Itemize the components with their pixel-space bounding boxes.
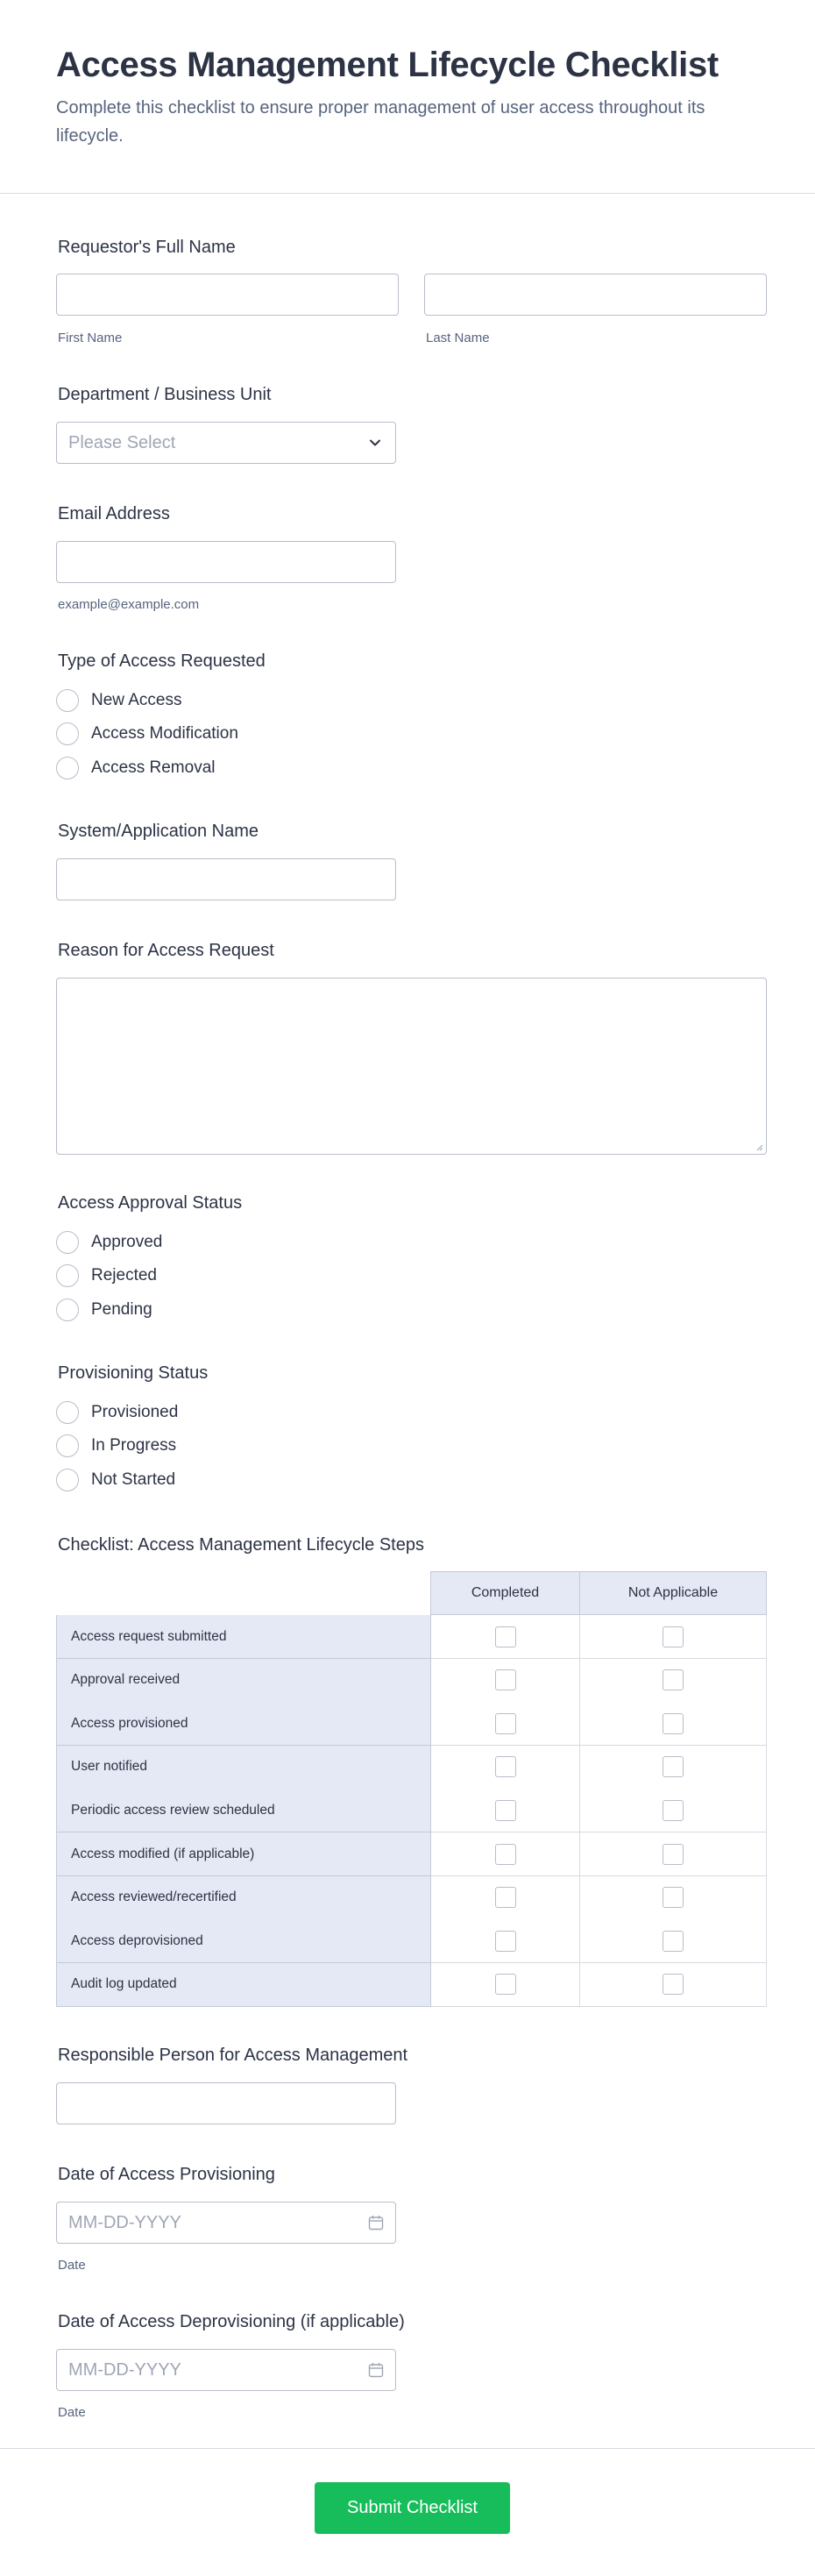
deprovision-date-input[interactable]: [56, 2349, 396, 2391]
checklist-row-label: Periodic access review scheduled: [56, 1789, 431, 1832]
checklist-cell-completed: [431, 1876, 580, 1920]
checkbox-completed[interactable]: [495, 1974, 516, 1995]
checklist-row: [56, 1746, 767, 1790]
radio-label: Approved: [91, 1233, 163, 1251]
checklist-cell-not-applicable: [580, 1615, 767, 1659]
calendar-icon[interactable]: [367, 2214, 385, 2231]
radio-access-removal[interactable]: [56, 756, 216, 780]
resize-grip-icon[interactable]: [755, 1142, 763, 1151]
checklist-cell-completed: [431, 1789, 580, 1832]
checklist-cell-not-applicable: [580, 1876, 767, 1920]
checklist-cell-not-applicable: [580, 1746, 767, 1790]
checkbox-completed[interactable]: [495, 1713, 516, 1734]
last-name-sublabel: Last Name: [426, 331, 490, 345]
checkbox-completed[interactable]: [495, 1669, 516, 1690]
provision-date-input[interactable]: [56, 2202, 396, 2244]
checklist-row: [56, 1615, 767, 1659]
checkbox-completed[interactable]: [495, 1626, 516, 1647]
checklist-cell-not-applicable: [580, 1832, 767, 1876]
checkbox-not-applicable[interactable]: [663, 1931, 684, 1952]
checkbox-completed[interactable]: [495, 1887, 516, 1908]
radio-label: Pending: [91, 1300, 152, 1319]
system-name-label: System/Application Name: [58, 822, 259, 841]
checklist-cell-completed: [431, 1963, 580, 2007]
reason-textarea[interactable]: [56, 978, 767, 1155]
checklist-row-label: Access modified (if applicable): [56, 1832, 431, 1876]
checklist-row: [56, 1659, 767, 1703]
checkbox-not-applicable[interactable]: [663, 1626, 684, 1647]
radio-approved[interactable]: [56, 1230, 162, 1255]
radio-circle[interactable]: [56, 1434, 79, 1457]
responsible-label: Responsible Person for Access Management: [58, 2046, 408, 2065]
radio-circle[interactable]: [56, 1231, 79, 1254]
checkbox-not-applicable[interactable]: [663, 1974, 684, 1995]
column-header-not-applicable: Not Applicable: [579, 1571, 767, 1615]
deprovision-date-placeholder: MM-DD-YYYY: [68, 2360, 181, 2380]
form-title: Access Management Lifecycle Checklist: [56, 46, 719, 84]
checklist-cell-not-applicable: [580, 1789, 767, 1832]
email-sublabel: example@example.com: [58, 597, 200, 612]
checklist-row-label: Approval received: [56, 1659, 431, 1703]
checkbox-not-applicable[interactable]: [663, 1844, 684, 1865]
checkbox-completed[interactable]: [495, 1800, 516, 1821]
department-placeholder: Please Select: [68, 433, 176, 452]
checklist-cell-completed: [431, 1919, 580, 1963]
checklist-cell-completed: [431, 1746, 580, 1790]
radio-circle[interactable]: [56, 1401, 79, 1424]
checklist-cell-completed: [431, 1615, 580, 1659]
checkbox-not-applicable[interactable]: [663, 1887, 684, 1908]
checkbox-not-applicable[interactable]: [663, 1713, 684, 1734]
radio-in-progress[interactable]: [56, 1434, 176, 1458]
provisioning-status-label: Provisioning Status: [58, 1363, 209, 1383]
radio-circle[interactable]: [56, 1264, 79, 1287]
last-name-input[interactable]: [424, 274, 767, 316]
radio-label: New Access: [91, 691, 182, 709]
checklist-cell-completed: [431, 1702, 580, 1746]
radio-label: Not Started: [91, 1470, 176, 1489]
chevron-down-icon: [365, 433, 385, 452]
checklist-row-label: Access provisioned: [56, 1702, 431, 1746]
checklist-row: [56, 1702, 767, 1746]
radio-not-started[interactable]: [56, 1468, 175, 1492]
requestor-name-label: Requestor's Full Name: [58, 238, 236, 257]
radio-label: Access Modification: [91, 724, 238, 743]
first-name-sublabel: First Name: [58, 331, 123, 345]
deprovision-date-sublabel: Date: [58, 2405, 86, 2420]
department-select[interactable]: [56, 422, 396, 464]
radio-circle[interactable]: [56, 689, 79, 712]
radio-circle[interactable]: [56, 722, 79, 745]
checkbox-not-applicable[interactable]: [663, 1800, 684, 1821]
checklist-row-label: Access reviewed/recertified: [56, 1876, 431, 1920]
radio-circle[interactable]: [56, 757, 79, 779]
radio-label: Rejected: [91, 1266, 157, 1284]
radio-circle[interactable]: [56, 1299, 79, 1321]
checklist-row: [56, 1789, 767, 1832]
reason-label: Reason for Access Request: [58, 941, 274, 960]
deprovision-date-label: Date of Access Deprovisioning (if applicable): [58, 2312, 405, 2331]
radio-label: In Progress: [91, 1436, 177, 1455]
provision-date-sublabel: Date: [58, 2258, 86, 2273]
system-name-input[interactable]: [56, 858, 396, 900]
checkbox-completed[interactable]: [495, 1756, 516, 1777]
radio-new-access[interactable]: [56, 688, 181, 713]
radio-provisioned[interactable]: [56, 1400, 178, 1425]
checklist-cell-completed: [431, 1659, 580, 1703]
checklist-cell-completed: [431, 1832, 580, 1876]
department-label: Department / Business Unit: [58, 385, 272, 404]
provision-date-label: Date of Access Provisioning: [58, 2165, 275, 2184]
checkbox-not-applicable[interactable]: [663, 1669, 684, 1690]
form-header: [0, 0, 815, 194]
provision-date-placeholder: MM-DD-YYYY: [68, 2213, 181, 2232]
radio-circle[interactable]: [56, 1469, 79, 1491]
checklist-row-label: User notified: [56, 1746, 431, 1790]
checklist-row: [56, 1919, 767, 1963]
radio-access-modification[interactable]: [56, 722, 238, 746]
checklist-row: [56, 1832, 767, 1876]
email-label: Email Address: [58, 504, 170, 523]
submit-button[interactable]: Submit Checklist: [315, 2482, 510, 2534]
approval-status-label: Access Approval Status: [58, 1193, 243, 1213]
form-subtitle: Complete this checklist to ensure proper management of user access throughout its lifecycle.: [56, 98, 705, 146]
radio-rejected[interactable]: [56, 1263, 157, 1288]
checkbox-completed[interactable]: [495, 1844, 516, 1865]
column-header-completed: Completed: [430, 1571, 580, 1615]
checkbox-completed[interactable]: [495, 1931, 516, 1952]
first-name-input[interactable]: [56, 274, 399, 316]
checklist-row: [56, 1963, 767, 2007]
checklist-label: Checklist: Access Management Lifecycle Steps: [58, 1535, 424, 1555]
checklist-cell-not-applicable: [580, 1702, 767, 1746]
checklist-cell-not-applicable: [580, 1919, 767, 1963]
checkbox-not-applicable[interactable]: [663, 1756, 684, 1777]
checklist-row: [56, 1876, 767, 1920]
calendar-icon[interactable]: [367, 2361, 385, 2379]
radio-label: Provisioned: [91, 1403, 179, 1421]
checklist-cell-not-applicable: [580, 1963, 767, 2007]
checklist-row-label: Access request submitted: [56, 1615, 431, 1659]
radio-pending[interactable]: [56, 1298, 152, 1322]
radio-label: Access Removal: [91, 758, 216, 777]
checklist-cell-not-applicable: [580, 1659, 767, 1703]
email-input[interactable]: [56, 541, 396, 583]
checklist-row-label: Audit log updated: [56, 1963, 431, 2007]
form-footer: [0, 2448, 815, 2576]
access-type-label: Type of Access Requested: [58, 651, 266, 671]
checklist-row-label: Access deprovisioned: [56, 1919, 431, 1963]
responsible-input[interactable]: [56, 2082, 396, 2124]
